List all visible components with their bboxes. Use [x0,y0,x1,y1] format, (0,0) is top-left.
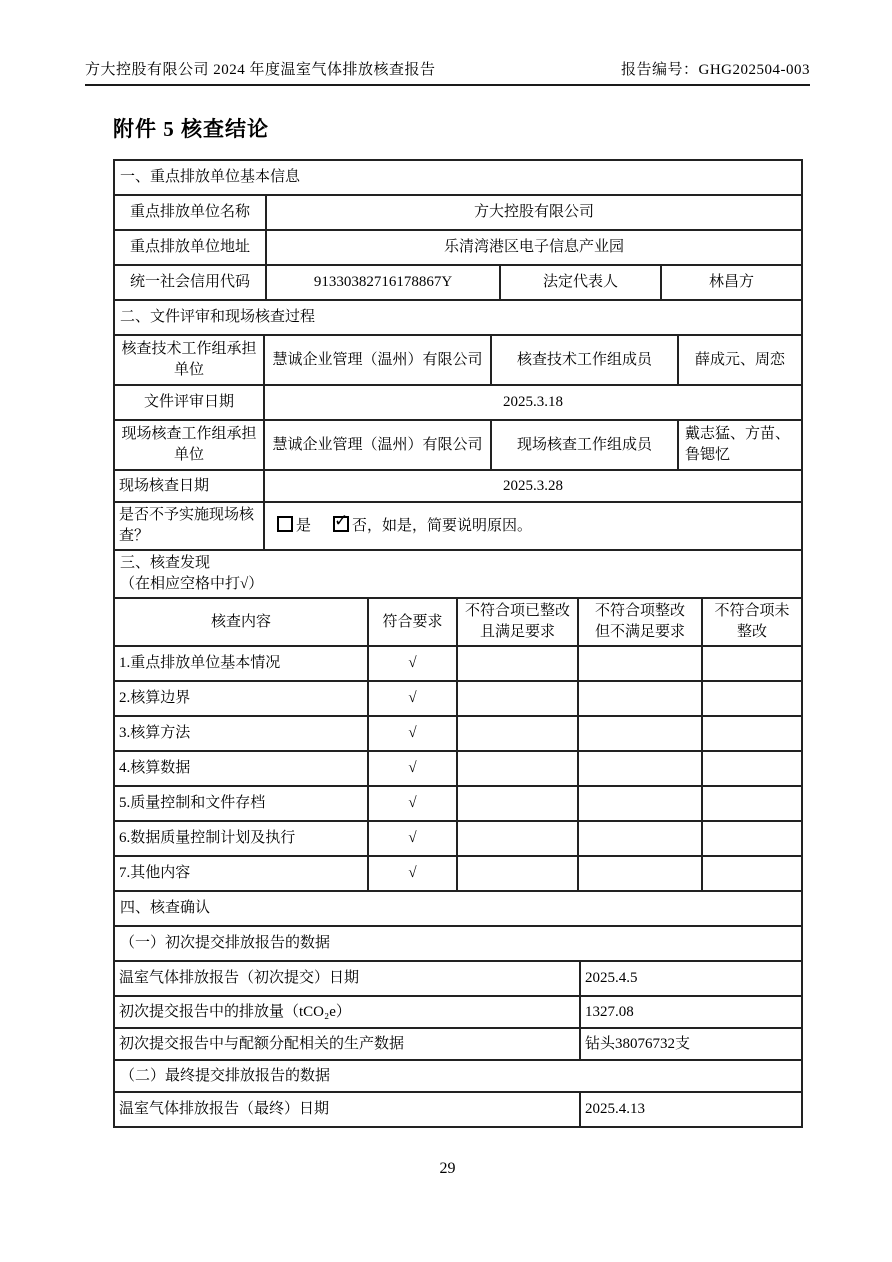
table-row [114,195,802,230]
tech-group-unit: 慧诚企业管理（温州）有限公司 [264,335,491,385]
table-row [114,470,802,502]
table-row [114,385,802,420]
initial-production-label: 初次提交报告中与配额分配相关的生产数据 [114,1028,580,1060]
findings-row [114,821,802,856]
final-date-label: 温室气体排放报告（最终）日期 [114,1092,580,1127]
basic-info-table [113,159,803,301]
check-mark: √ [368,646,457,681]
attachment-title: 附件 5 核查结论 [113,117,269,141]
finding-label: 2.核算边界 [114,681,368,716]
section1-header: 一、重点排放单位基本信息 [114,160,802,195]
table-row [114,1060,802,1092]
doc-review-date-label: 文件评审日期 [114,385,264,420]
table-row [114,550,802,598]
tech-members-label: 核查技术工作组成员 [491,335,678,385]
unit-name-value: 方大控股有限公司 [266,195,802,230]
table-row [114,891,802,926]
sub2-header: （二）最终提交排放报告的数据 [114,1060,802,1092]
check-mark: √ [368,716,457,751]
checkbox-checked-icon [333,510,349,532]
finding-label: 4.核算数据 [114,751,368,786]
finding-label: 6.数据质量控制计划及执行 [114,821,368,856]
table-row [114,1028,802,1060]
legal-rep-label: 法定代表人 [500,265,661,300]
final-date-value: 2025.4.13 [580,1092,802,1127]
credit-code-label: 统一社会信用代码 [114,265,266,300]
table-row [114,420,802,470]
findings-row [114,646,802,681]
unit-address-label: 重点排放单位地址 [114,230,266,265]
checkbox-no-label: 否，如是，简要说明原因。 [352,517,533,534]
findings-header-row [114,598,802,646]
col-unfixed: 不符合项未 整改 [702,598,802,646]
unit-address-value: 乐清湾港区电子信息产业园 [266,230,802,265]
check-mark: √ [368,786,457,821]
checkbox-yes-label: 是 [296,517,312,534]
section4-header: 四、核查确认 [114,891,802,926]
table-row [114,335,802,385]
legal-rep-value: 林昌方 [661,265,802,300]
col-fixed-met: 不符合项已整改 且满足要求 [457,598,578,646]
col-content: 核查内容 [114,598,368,646]
page-number: 29 [439,1160,456,1177]
col-fixed-unmet: 不符合项整改 但不满足要求 [578,598,702,646]
sub1-header: （一）初次提交排放报告的数据 [114,926,802,961]
col-pass: 符合要求 [368,598,457,646]
table-row [114,502,802,550]
site-members-label: 现场核查工作组成员 [491,420,678,470]
site-date-label: 现场核查日期 [114,470,264,502]
header-report-title: 方大控股有限公司 2024 年度温室气体排放核查报告 [85,62,436,78]
credit-code-value: 91330382716178867Y [266,265,500,300]
initial-production-value: 钻头38076732支 [580,1028,802,1060]
section2-header: 二、文件评审和现场核查过程 [114,300,802,335]
tech-members-value: 薛成元、周恋 [678,335,802,385]
check-mark: √ [368,821,457,856]
doc-review-date-value: 2025.3.18 [264,385,802,420]
initial-date-label: 温室气体排放报告（初次提交）日期 [114,961,580,996]
table-row [114,961,802,996]
review-process-table [113,299,803,551]
initial-emission-label: 初次提交报告中的排放量（tCO₂e） [114,996,580,1028]
findings-row [114,751,802,786]
unit-name-label: 重点排放单位名称 [114,195,266,230]
initial-date-value: 2025.4.5 [580,961,802,996]
table-row [114,265,802,300]
check-mark: √ [368,681,457,716]
table-row [114,230,802,265]
findings-row [114,681,802,716]
confirmation-table [113,890,803,1128]
site-date-value: 2025.3.28 [264,470,802,502]
findings-table [113,549,803,892]
site-group-unit: 慧诚企业管理（温州）有限公司 [264,420,491,470]
tech-group-label: 核查技术工作组承担单位 [114,335,264,385]
findings-row [114,856,802,891]
site-members-value: 戴志猛、方苗、鲁锶忆 [678,420,802,470]
table-row [114,926,802,961]
findings-row [114,716,802,751]
table-row [114,300,802,335]
check-mark: √ [368,751,457,786]
section3-header [114,550,802,598]
finding-label: 1.重点排放单位基本情况 [114,646,368,681]
finding-label: 7.其他内容 [114,856,368,891]
page-header [85,58,810,86]
initial-emission-value: 1327.08 [580,996,802,1028]
findings-row [114,786,802,821]
checkbox-unchecked-icon [277,516,293,532]
check-mark: √ [368,856,457,891]
finding-label: 3.核算方法 [114,716,368,751]
table-row [114,160,802,195]
section3-header-line2: （在相应空格中打√） [120,576,264,592]
no-site-visit-label: 是否不予实施现场核查？ [114,502,264,550]
finding-label: 5.质量控制和文件存档 [114,786,368,821]
check-mark-icon: ✓ [334,510,349,531]
site-group-label: 现场核查工作组承担单位 [114,420,264,470]
section3-header-line1: 三、核查发现 [120,555,211,571]
table-row [114,996,802,1028]
no-site-visit-answer [264,502,802,550]
table-row [114,1092,802,1127]
header-report-number: 报告编号：GHG202504-003 [621,62,810,78]
